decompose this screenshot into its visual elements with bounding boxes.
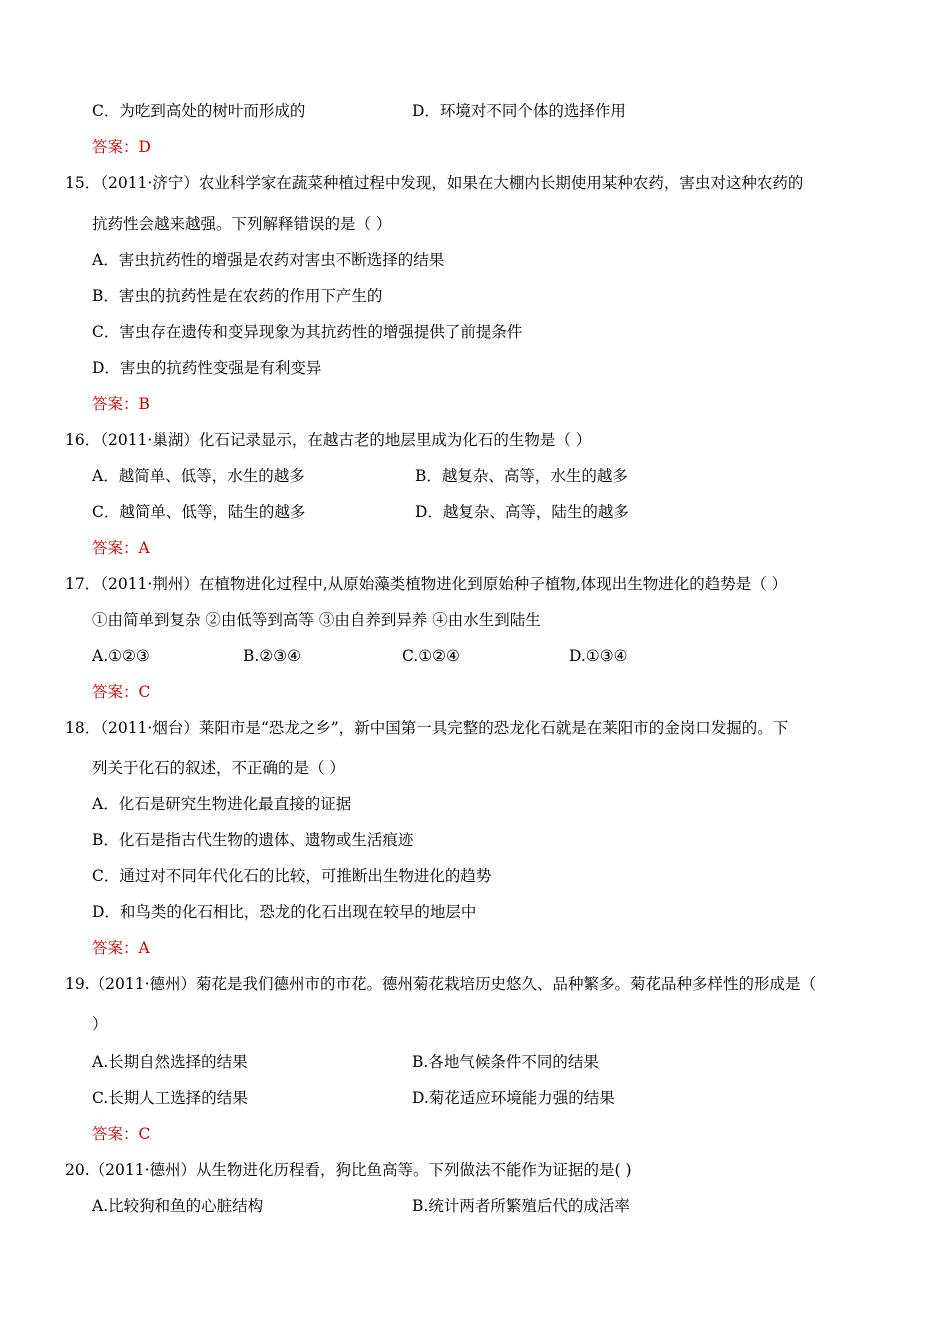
answer: 答案：C [92,683,151,701]
option-a: A．越简单、低等，水生的越多 [92,467,305,485]
option-a: A.长期自然选择的结果 [92,1053,248,1071]
option-c: C.长期人工选择的结果 [92,1089,248,1107]
question-stem: 19.（2011·德州）菊花是我们德州市的市花。德州菊花栽培历史悠久、品种繁多。菊花品种多样性的形成是（ [65,975,817,993]
option-d: D.菊花适应环境能力强的结果 [412,1089,615,1107]
option-d: D.①③④ [569,647,628,665]
option-c: C．为吃到高处的树叶而形成的 [92,102,306,120]
option-d: D．环境对不同个体的选择作用 [412,102,626,120]
option-a: A．害虫抗药性的增强是农药对害虫不断选择的结果 [92,251,445,269]
answer: 答案：A [92,939,150,957]
answer: 答案：B [92,395,150,413]
option-b: B．越复杂、高等，水生的越多 [415,467,628,485]
answer: 答案：C [92,1125,151,1143]
option-d: D．越复杂、高等，陆生的越多 [415,503,629,521]
question-stem-cont: ） [92,1015,108,1033]
question-stem-cont: 列关于化石的叙述，不正确的是（ ） [92,759,345,777]
answer: 答案：A [92,539,150,557]
question-stem: 17．（2011·荆州）在植物进化过程中,从原始藻类植物进化到原始种子植物,体现出生物进化的趋势是（ ） [65,575,788,593]
question-stem: 18．（2011·烟台）莱阳市是“恐龙之乡”，新中国第一具完整的恐龙化石就是在莱阳市的金岗口发掘的。下 [65,719,789,737]
option-c: C.①②④ [402,647,460,665]
option-a: A．化石是研究生物进化最直接的证据 [92,795,352,813]
option-a: A.①②③ [92,647,150,665]
option-b: B．害虫的抗药性是在农药的作用下产生的 [92,287,383,305]
question-stem: 16．（2011·巢湖）化石记录显示，在越古老的地层里成为化石的生物是（ ） [65,431,592,449]
question-stem: 15．（2011·济宁）农业科学家在蔬菜种植过程中发现，如果在大棚内长期使用某种农药，害虫对这种农药的 [65,174,804,192]
question-stem-cont: 抗药性会越来越强。下列解释错误的是（ ） [92,215,392,233]
question-statements: ①由简单到复杂 ②由低等到高等 ③由自养到异养 ④由水生到陆生 [92,611,541,629]
option-b: B.②③④ [243,647,302,665]
option-c: C．通过对不同年代化石的比较，可推断出生物进化的趋势 [92,867,492,885]
option-d: D．和鸟类的化石相比，恐龙的化石出现在较早的地层中 [92,903,477,921]
option-a: A.比较狗和鱼的心脏结构 [92,1197,264,1215]
option-b: B．化石是指古代生物的遗体、遗物或生活痕迹 [92,831,414,849]
question-stem: 20.（2011·德州）从生物进化历程看，狗比鱼高等。下列做法不能作为证据的是( ) [65,1161,632,1179]
option-c: C．害虫存在遗传和变异现象为其抗药性的增强提供了前提条件 [92,323,523,341]
option-c: C．越简单、低等，陆生的越多 [92,503,306,521]
answer: 答案：D [92,138,151,156]
option-b: B.各地气候条件不同的结果 [412,1053,599,1071]
option-d: D．害虫的抗药性变强是有利变异 [92,359,322,377]
option-b: B.统计两者所繁殖后代的成活率 [412,1197,630,1215]
